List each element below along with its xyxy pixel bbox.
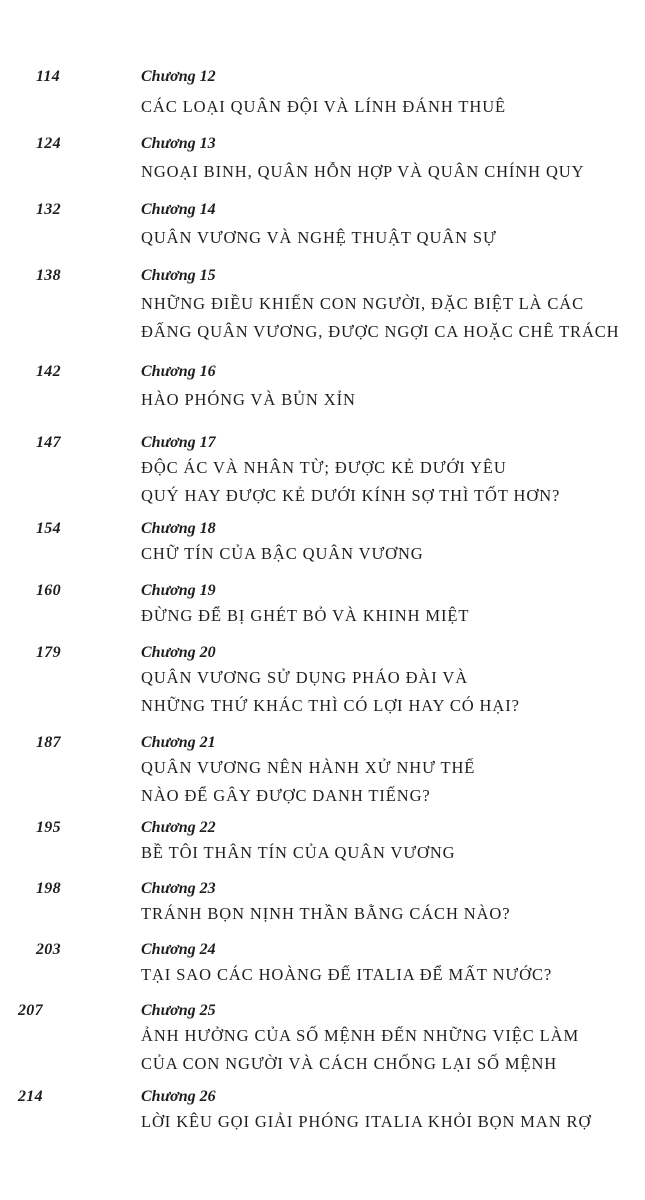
chapter-title-line: NGOẠI BINH, QUÂN HỖN HỢP VÀ QUÂN CHÍNH QUY xyxy=(141,162,585,181)
chapter-title-line: ĐẤNG QUÂN VƯƠNG, ĐƯỢC NGỢI CA HOẶC CHÊ TRÁCH xyxy=(141,322,620,341)
chapter-label: Chương 24 xyxy=(141,941,216,958)
page-number: 203 xyxy=(36,941,61,958)
chapter-label: Chương 23 xyxy=(141,880,216,897)
chapter-title-line: QUÂN VƯƠNG VÀ NGHỆ THUẬT QUÂN SỰ xyxy=(141,228,497,247)
chapter-title-line: HÀO PHÓNG VÀ BỦN XỈN xyxy=(141,390,356,409)
chapter-label: Chương 13 xyxy=(141,135,216,152)
chapter-label: Chương 20 xyxy=(141,644,216,661)
chapter-title-line: TRÁNH BỌN NỊNH THẦN BẰNG CÁCH NÀO? xyxy=(141,904,511,923)
page-number: 124 xyxy=(36,135,61,152)
chapter-title-line: NHỮNG ĐIỀU KHIẾN CON NGƯỜI, ĐẶC BIỆT LÀ CÁC xyxy=(141,294,585,313)
chapter-title-line: QUÂN VƯƠNG NÊN HÀNH XỬ NHƯ THẾ xyxy=(141,758,476,777)
page-number: 147 xyxy=(36,434,61,451)
chapter-label: Chương 25 xyxy=(141,1002,216,1019)
page-number: 132 xyxy=(36,201,61,218)
chapter-title-line: BỀ TÔI THÂN TÍN CỦA QUÂN VƯƠNG xyxy=(141,843,456,862)
page-number: 198 xyxy=(36,880,61,897)
page-number: 138 xyxy=(36,267,61,284)
chapter-title-line: NHỮNG THỨ KHÁC THÌ CÓ LỢI HAY CÓ HẠI? xyxy=(141,696,520,715)
chapter-title-line: CHỮ TÍN CỦA BẬC QUÂN VƯƠNG xyxy=(141,544,424,563)
page-number: 207 xyxy=(18,1002,43,1019)
page-number: 179 xyxy=(36,644,61,661)
chapter-title-line: NÀO ĐỂ GÂY ĐƯỢC DANH TIẾNG? xyxy=(141,786,431,805)
page-number: 187 xyxy=(36,734,61,751)
chapter-title-line: QUÝ HAY ĐƯỢC KẺ DƯỚI KÍNH SỢ THÌ TỐT HƠN? xyxy=(141,486,561,505)
chapter-title-line: ĐỪNG ĐỂ BỊ GHÉT BỎ VÀ KHINH MIỆT xyxy=(141,606,470,625)
chapter-title-line: CÁC LOẠI QUÂN ĐỘI VÀ LÍNH ĐÁNH THUÊ xyxy=(141,97,506,116)
chapter-label: Chương 22 xyxy=(141,819,216,836)
page-number: 214 xyxy=(18,1088,43,1105)
chapter-label: Chương 17 xyxy=(141,434,216,451)
chapter-title-line: QUÂN VƯƠNG SỬ DỤNG PHÁO ĐÀI VÀ xyxy=(141,668,469,687)
page-number: 154 xyxy=(36,520,61,537)
chapter-label: Chương 15 xyxy=(141,267,216,284)
chapter-title-line: ĐỘC ÁC VÀ NHÂN TỪ; ĐƯỢC KẺ DƯỚI YÊU xyxy=(141,458,507,477)
page-number: 114 xyxy=(36,68,61,85)
chapter-label: Chương 18 xyxy=(141,520,216,537)
chapter-label: Chương 19 xyxy=(141,582,216,599)
page-number: 142 xyxy=(36,363,61,380)
chapter-title-line: TẠI SAO CÁC HOÀNG ĐẾ ITALIA ĐỂ MẤT NƯỚC? xyxy=(141,965,553,984)
page-number: 160 xyxy=(36,582,61,599)
chapter-title-line: ẢNH HƯỞNG CỦA SỐ MỆNH ĐẾN NHỮNG VIỆC LÀM xyxy=(141,1026,580,1045)
chapter-label: Chương 12 xyxy=(141,68,216,85)
chapter-label: Chương 21 xyxy=(141,734,216,751)
chapter-title-line: CỦA CON NGƯỜI VÀ CÁCH CHỐNG LẠI SỐ MỆNH xyxy=(141,1054,558,1073)
page-number: 195 xyxy=(36,819,61,836)
chapter-title-line: LỜI KÊU GỌI GIẢI PHÓNG ITALIA KHỎI BỌN MAN RỢ xyxy=(141,1112,592,1131)
chapter-label: Chương 14 xyxy=(141,201,216,218)
chapter-label: Chương 26 xyxy=(141,1088,216,1105)
chapter-label: Chương 16 xyxy=(141,363,216,380)
